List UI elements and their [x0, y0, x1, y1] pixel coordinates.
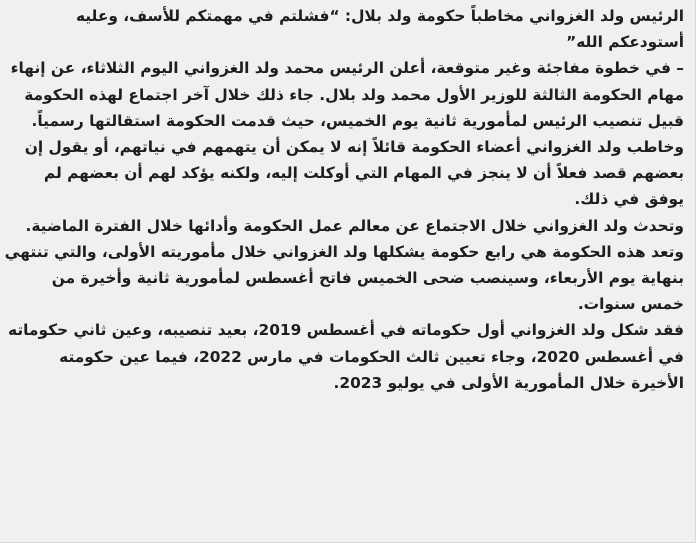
body-paragraph: وخاطب ولد الغزواني أعضاء الحكومة قائلاً إنه لا يمكن أن يتهمهم في نياتهم، أو يقول إن بعضهم قصد فعلاً أن لا ينجز في المهام التي أوكلت إليه، ولكنه يؤكد لهم أن بعضهم لم يوفق في ذلك. — [24, 138, 684, 209]
lead-paragraph: – في خطوة مفاجئة وغير متوقعة، أعلن الرئيس محمد ولد الغزواني اليوم الثلاثاء، عن إنهاء مهام الحكومة الثالثة للوزير الأول محمد ولد بلال. جاء ذلك خلال آخر اجتماع لهذه الحكومة قبيل تنصيب الرئيس لمأمورية ثانية يوم الخميس، حيث قدمت الحكومة استقالتها رسمياً. — [10, 59, 684, 130]
body-paragraph: فقد شكل ولد الغزواني أول حكوماته في أغسطس 2019، بعيد تنصيبه، وعين ثاني حكوماته في أغسطس 2020، وجاء تعيين ثالث الحكومات في مارس 2022، فيما عين حكومته الأخيرة خلال المأمورية الأولى في يوليو 2023. — [8, 321, 684, 392]
body-paragraph: وتحدث ولد الغزواني خلال الاجتماع عن معالم عمل الحكومة وأدائها خلال الفترة الماضية. — [25, 216, 684, 235]
body-paragraph: وتعد هذه الحكومة هي رابع حكومة يشكلها ولد الغزواني خلال مأموريته الأولى، والتي تنتهي بنهاية يوم الأربعاء، وسينصب ضحى الخميس فاتح أغسطس لمأمورية ثانية وأخيرة من خمس سنوات. — [4, 242, 684, 314]
headline-paragraph: الرئيس ولد الغزواني مخاطباً حكومة ولد بلال: “فشلتم في مهمتكم للأسف، وعليه أستودعكم الله” — [75, 7, 684, 52]
article-body — [4, 3, 684, 396]
